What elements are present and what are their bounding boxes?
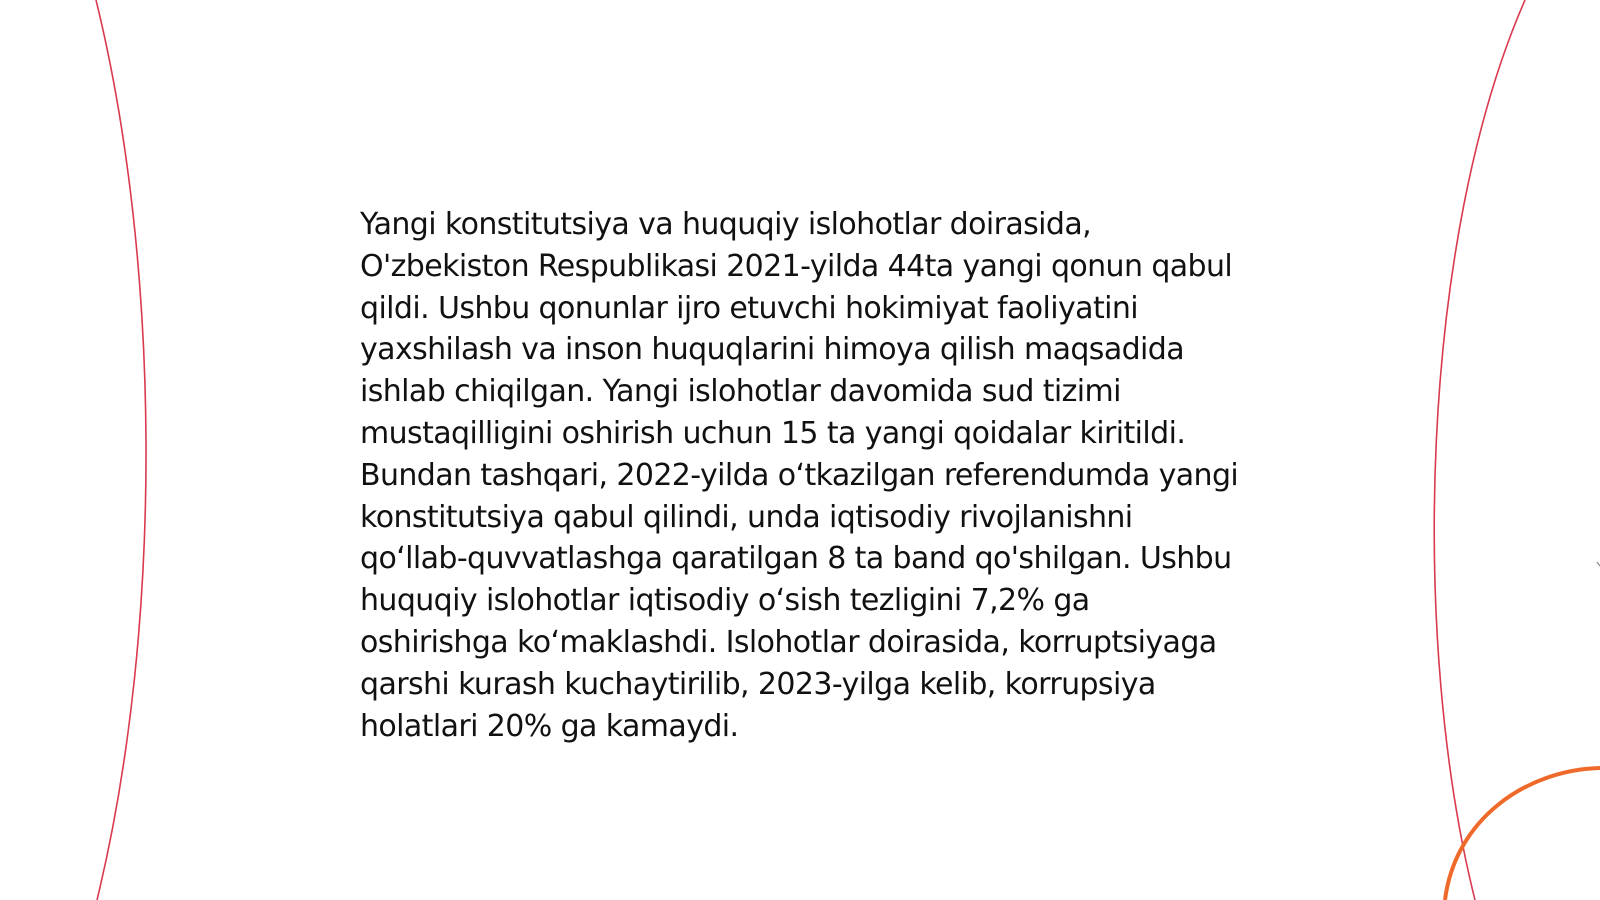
body-paragraph: Yangi konstitutsiya va huquqiy islohotlar doirasida, O'zbekiston Respublikasi 2021-yilda 44ta yangi qonun qabul qildi. Ushbu qonunlar ijro etuvchi hokimiyat faoliyatini yaxshilash va inson huquqlarini himoya qilish maqsadida ishlab chiqilgan. Yangi islohotlar davomida sud tizimi mustaqilligini oshirish uchun 15 ta yangi qoidalar kiritildi. Bundan tashqari, 2022-yilda o‘tkazilgan referendumda yangi konstitutsiya qabul qilindi, unda iqtisodiy rivojlanishni qo‘llab-quvvatlashga qaratilgan 8 ta band qo'shilgan. Ushbu huquqiy islohotlar iqtisodiy o‘sish tezligini 7,2% ga oshirishga ko‘maklashdi. Islohotlar doirasida, korruptsiyaga qarshi kurash kuchaytirilib, 2023-yilga kelib, korrupsiya holatlari 20% ga kamaydi. (360, 207, 1239, 744)
right-curve-line (1434, 0, 1525, 900)
left-curve-line (96, 0, 146, 900)
orange-arc-line (1445, 768, 1600, 900)
